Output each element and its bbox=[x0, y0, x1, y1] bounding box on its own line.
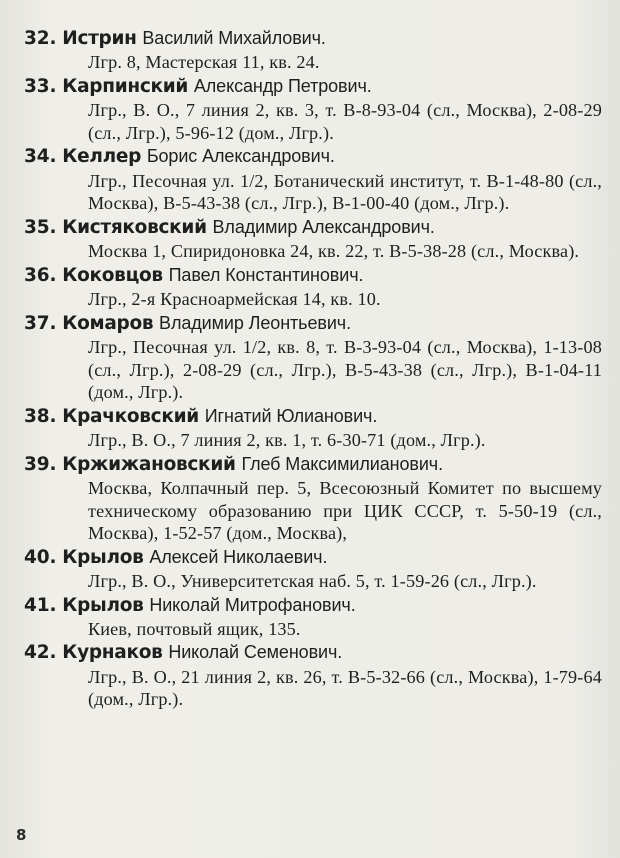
entry-surname: Келлер bbox=[62, 146, 142, 168]
entry-heading bbox=[24, 74, 602, 99]
entry-surname: Карпинский bbox=[62, 75, 189, 97]
entry-given-names: Борис Александрович. bbox=[146, 146, 335, 167]
entry-surname: Истрин bbox=[62, 28, 137, 49]
directory-entry bbox=[24, 144, 602, 214]
page-number: 8 bbox=[16, 826, 27, 844]
entry-given-names: Николай Митрофанович. bbox=[149, 594, 356, 615]
directory-entry bbox=[24, 263, 602, 311]
entry-number: 32. bbox=[24, 28, 57, 49]
entry-surname: Крылов bbox=[62, 546, 144, 568]
entry-given-names: Павел Константинович. bbox=[168, 264, 364, 285]
entry-surname: Крачковский bbox=[62, 405, 199, 427]
entry-number: 34. bbox=[24, 146, 57, 168]
directory-entry bbox=[24, 640, 602, 710]
entry-heading bbox=[24, 640, 602, 665]
entry-address: Лгр., Песочная ул. 1/2, кв. 8, т. В-3-93-04 (сл., Москва), 1-13-08 (сл., Лгр.), 2-08-29 (сл., Лгр.), В-5-43-38 (сл., Лгр.), В-1-04-11 (дом., Лгр.). bbox=[88, 336, 602, 403]
entry-surname: Кржижановский bbox=[62, 453, 236, 475]
entry-address: Лгр., 2-я Красноармейская 14, кв. 10. bbox=[88, 289, 381, 310]
entry-number: 42. bbox=[24, 642, 57, 664]
entry-surname: Комаров bbox=[62, 312, 154, 334]
directory-entry bbox=[24, 545, 602, 593]
entry-given-names: Глеб Максимилианович. bbox=[241, 453, 443, 474]
entry-given-names: Николай Семенович. bbox=[168, 642, 343, 663]
entry-address: Лгр., Песочная ул. 1/2, Ботанический институт, т. В-1-48-80 (сл., Москва), В-5-43-38 (сл., Лгр.), В-1-00-40 (дом., Лгр.). bbox=[88, 170, 602, 214]
entry-number: 37. bbox=[24, 312, 57, 334]
entry-heading bbox=[24, 311, 602, 336]
entry-heading bbox=[24, 593, 602, 618]
entry-address: Лгр. 8, Мастерская 11, кв. 24. bbox=[88, 52, 320, 73]
directory-entry bbox=[24, 593, 602, 641]
directory-entry bbox=[24, 74, 602, 144]
entry-number: 40. bbox=[24, 546, 57, 568]
entry-given-names: Алексей Николаевич. bbox=[149, 546, 328, 567]
entry-number: 36. bbox=[24, 264, 57, 286]
entry-heading bbox=[24, 545, 602, 570]
entry-heading bbox=[24, 452, 602, 477]
entry-address: Москва, Колпачный пер. 5, Всесоюзный Комитет по высшему техническому образованию при ЦИК СССР, т. 5-50-19 (сл., Москва), 1-52-57 (дом., Москва), bbox=[88, 477, 602, 544]
entry-heading bbox=[24, 215, 602, 240]
entry-given-names: Владимир Александрович. bbox=[212, 216, 435, 237]
entry-number: 33. bbox=[24, 75, 57, 97]
entry-address: Лгр., В. О., Университетская наб. 5, т. 1-59-26 (сл., Лгр.). bbox=[88, 570, 537, 591]
entry-given-names: Василий Михайлович. bbox=[142, 28, 326, 48]
entry-number: 41. bbox=[24, 594, 57, 616]
entry-number: 35. bbox=[24, 216, 57, 238]
entry-given-names: Владимир Леонтьевич. bbox=[159, 312, 351, 333]
entry-heading bbox=[24, 144, 602, 169]
entry-heading bbox=[24, 263, 602, 288]
entry-surname: Кистяковский bbox=[62, 216, 207, 238]
entry-given-names: Игнатий Юлианович. bbox=[204, 405, 378, 426]
entry-surname: Коковцов bbox=[62, 264, 163, 286]
entry-surname: Крылов bbox=[62, 594, 144, 616]
directory-entry bbox=[24, 311, 602, 404]
directory-entry bbox=[24, 452, 602, 545]
entry-heading bbox=[24, 404, 602, 429]
entry-surname: Курнаков bbox=[62, 642, 163, 664]
entry-list bbox=[24, 26, 602, 711]
entry-address: Киев, почтовый ящик, 135. bbox=[88, 618, 301, 639]
entry-address: Лгр., В. О., 7 линия 2, кв. 3, т. В-8-93-04 (сл., Москва), 2-08-29 (сл., Лгр.), 5-96-12 (дом., Лгр.). bbox=[88, 100, 602, 143]
entry-given-names: Александр Петрович. bbox=[193, 75, 372, 96]
entry-address: Лгр., В. О., 7 линия 2, кв. 1, т. 6-30-71 (дом., Лгр.). bbox=[88, 430, 486, 451]
entry-number: 38. bbox=[24, 405, 57, 427]
directory-entry bbox=[24, 404, 602, 452]
entry-number: 39. bbox=[24, 453, 57, 475]
directory-entry bbox=[24, 215, 602, 263]
entry-address: Москва 1, Спиридоновка 24, кв. 22, т. В-5-38-28 (сл., Москва). bbox=[88, 241, 580, 262]
entry-heading bbox=[24, 26, 602, 51]
directory-entry bbox=[24, 26, 602, 74]
entry-address: Лгр., В. О., 21 линия 2, кв. 26, т. В-5-32-66 (сл., Москва), 1-79-64 (дом., Лгр.). bbox=[88, 666, 602, 710]
